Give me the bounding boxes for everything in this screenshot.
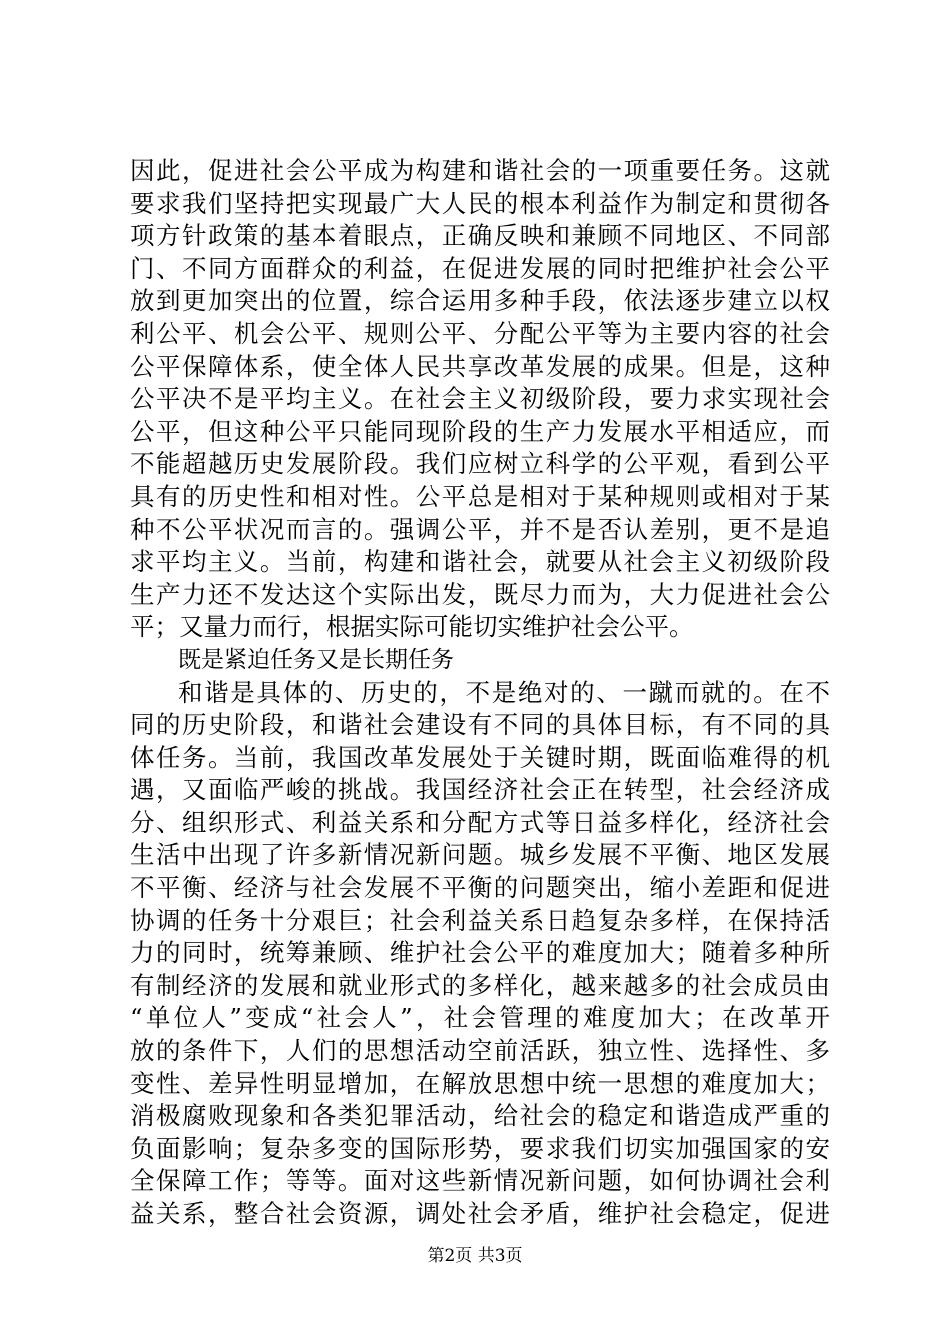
text-line: 公平保障体系，使全体人民共享改革发展的成果。但是，这种 — [130, 351, 830, 381]
text-line: 公平决不是平均主义。在社会主义初级阶段，要力求实现社会 — [130, 384, 830, 414]
text-line: 因此，促进社会公平成为构建和谐社会的一项重要任务。这就 — [130, 156, 830, 185]
text-line: 协调的任务十分艰巨；社会利益关系日趋复杂多样，在保持活 — [130, 905, 830, 935]
paragraph-2 — [130, 677, 830, 1231]
text-line: 平；又量力而行，根据实际可能切实维护社会公平。 — [130, 612, 694, 642]
text-line: “单位人”变成“社会人”，社会管理的难度加大；在改革开 — [130, 1003, 830, 1033]
text-line: 种不公平状况而言的。强调公平，并不是否认差别，更不是追 — [130, 514, 830, 544]
text-line: 负面影响；复杂多变的国际形势，要求我们切实加强国家的安 — [130, 1133, 830, 1163]
text-line: 放的条件下，人们的思想活动空前活跃，独立性、选择性、多 — [130, 1036, 830, 1066]
text-line: 生产力还不发达这个实际出发，既尽力而为，大力促进社会公 — [130, 579, 830, 609]
text-line: 不能超越历史发展阶段。我们应树立科学的公平观，看到公平 — [130, 449, 830, 479]
text-line: 有制经济的发展和就业形式的多样化，越来越多的社会成员由 — [130, 970, 830, 1000]
text-line: 利公平、机会公平、规则公平、分配公平等为主要内容的社会 — [130, 318, 830, 348]
document-body — [130, 155, 830, 1231]
text-line: 同的历史阶段，和谐社会建设有不同的具体目标，有不同的具 — [130, 710, 830, 740]
page-number-footer: 第2页 共3页 — [427, 1246, 523, 1266]
text-line: 分、组织形式、利益关系和分配方式等日益多样化，经济社会 — [130, 807, 830, 837]
text-line: 不平衡、经济与社会发展不平衡的问题突出，缩小差距和促进 — [130, 873, 830, 903]
text-line: 消极腐败现象和各类犯罪活动，给社会的稳定和谐造成严重的 — [130, 1101, 830, 1131]
text-line: 遇，又面临严峻的挑战。我国经济社会正在转型，社会经济成 — [130, 775, 830, 805]
text-line: 门、不同方面群众的利益，在促进发展的同时把维护社会公平 — [130, 253, 830, 283]
text-line: 变性、差异性明显增加，在解放思想中统一思想的难度加大； — [130, 1068, 830, 1098]
text-line: 全保障工作；等等。面对这些新情况新问题，如何协调社会利 — [130, 1166, 830, 1196]
text-line: 和谐是具体的、历史的，不是绝对的、一蹴而就的。在不 — [178, 677, 830, 707]
text-line: 求平均主义。当前，构建和谐社会，就要从社会主义初级阶段 — [130, 547, 830, 577]
text-line: 生活中出现了许多新情况新问题。城乡发展不平衡、地区发展 — [130, 840, 830, 870]
text-line: 要求我们坚持把实现最广大人民的根本利益作为制定和贯彻各 — [130, 188, 830, 218]
text-line: 项方针政策的基本着眼点，正确反映和兼顾不同地区、不同部 — [130, 221, 830, 251]
text-line: 力的同时，统筹兼顾、维护社会公平的难度加大；随着多种所 — [130, 938, 830, 968]
text-line: 益关系，整合社会资源，调处社会矛盾，维护社会稳定，促进 — [130, 1199, 830, 1228]
text-line: 具有的历史性和相对性。公平总是相对于某种规则或相对于某 — [130, 481, 830, 511]
section-heading: 既是紧迫任务又是长期任务 — [178, 646, 454, 673]
text-line: 体任务。当前，我国改革发展处于关键时期，既面临难得的机 — [130, 742, 830, 772]
paragraph-1 — [130, 155, 830, 644]
text-line: 放到更加突出的位置，综合运用多种手段，依法逐步建立以权 — [130, 286, 830, 316]
text-line: 公平，但这种公平只能同现阶段的生产力发展水平相适应，而 — [130, 416, 830, 446]
